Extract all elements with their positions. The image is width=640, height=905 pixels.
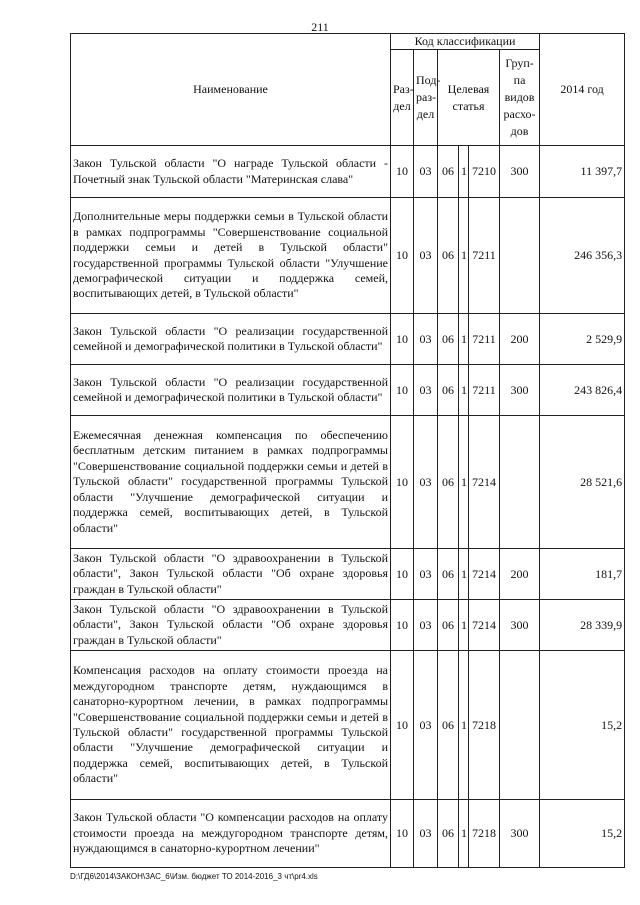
cell-cs1: 06 — [438, 651, 459, 800]
cell-podrazdel: 03 — [414, 600, 438, 651]
cell-cs3: 7214 — [469, 549, 500, 600]
cell-name: Компенсация расходов на оплату стоимости проезда на междугородном транспорте детям, нуждающимся в санаторно-курортном лечении, в рамках подпрограммы "Совершенствование социальной поддержки семьи и детей в Тульской области" государственной программы Тульской области "Улучшение демографической ситуации и поддержка семей, воспитывающих детей, в Тульской области" — [71, 651, 391, 800]
cell-vid-rashodov: 200 — [500, 314, 540, 365]
header-name: Наименование — [71, 34, 391, 146]
cell-podrazdel: 03 — [414, 198, 438, 314]
page-number: 211 — [311, 20, 329, 34]
cell-sum-2014: 28 521,6 — [540, 416, 625, 549]
table-row — [71, 800, 625, 868]
cell-podrazdel: 03 — [414, 314, 438, 365]
cell-vid-rashodov: 300 — [500, 800, 540, 868]
cell-cs2: 1 — [459, 800, 469, 868]
table-body — [71, 146, 625, 868]
header-razdel: Раз-дел — [391, 50, 414, 146]
cell-cs3: 7211 — [469, 198, 500, 314]
cell-cs3: 7214 — [469, 600, 500, 651]
budget-table — [70, 33, 625, 868]
cell-name: Дополнительные меры поддержки семьи в Тульской области в рамках подпрограммы "Совершенствование социальной поддержки семьи и детей в Тульской области" государственной программы Тульской области "Улучшение демографической ситуации и поддержка семей, воспитывающих детей, в Тульской области" — [71, 198, 391, 314]
cell-razdel: 10 — [391, 600, 414, 651]
table-header — [71, 34, 625, 146]
table-row — [71, 416, 625, 549]
cell-name: Закон Тульской области "О реализации государственной семейной и демографической политики в Тульской области" — [71, 314, 391, 365]
cell-cs1: 06 — [438, 416, 459, 549]
cell-cs1: 06 — [438, 146, 459, 198]
cell-cs3: 7218 — [469, 800, 500, 868]
cell-vid-rashodov: 300 — [500, 365, 540, 416]
cell-podrazdel: 03 — [414, 549, 438, 600]
cell-cs2: 1 — [459, 651, 469, 800]
cell-cs1: 06 — [438, 365, 459, 416]
cell-cs2: 1 — [459, 314, 469, 365]
cell-cs1: 06 — [438, 198, 459, 314]
cell-razdel: 10 — [391, 314, 414, 365]
cell-podrazdel: 03 — [414, 651, 438, 800]
cell-razdel: 10 — [391, 800, 414, 868]
cell-sum-2014: 181,7 — [540, 549, 625, 600]
table-row — [71, 549, 625, 600]
cell-podrazdel: 03 — [414, 365, 438, 416]
cell-sum-2014: 28 339,9 — [540, 600, 625, 651]
cell-razdel: 10 — [391, 416, 414, 549]
cell-name: Закон Тульской области "О реализации государственной семейной и демографической политики в Тульской области" — [71, 365, 391, 416]
cell-sum-2014: 15,2 — [540, 800, 625, 868]
cell-sum-2014: 2 529,9 — [540, 314, 625, 365]
cell-vid-rashodov: 300 — [500, 146, 540, 198]
cell-sum-2014: 243 826,4 — [540, 365, 625, 416]
cell-cs3: 7211 — [469, 314, 500, 365]
cell-name: Закон Тульской области "О здравоохранении в Тульской области", Закон Тульской области "Об охране здоровья граждан в Тульской области" — [71, 549, 391, 600]
cell-name: Закон Тульской области "О компенсации расходов на оплату стоимости проезда на междугородном транспорте детям, нуждающимся в санаторно-курортном лечении" — [71, 800, 391, 868]
cell-podrazdel: 03 — [414, 800, 438, 868]
header-podrazdel: Под-раз-дел — [414, 50, 438, 146]
table-row — [71, 600, 625, 651]
cell-cs1: 06 — [438, 600, 459, 651]
cell-cs2: 1 — [459, 198, 469, 314]
cell-cs2: 1 — [459, 549, 469, 600]
cell-cs3: 7218 — [469, 651, 500, 800]
cell-vid-rashodov: 200 — [500, 549, 540, 600]
footer-path: D:\ГД6\2014\ЗАКОН\ЗАС_6\Изм. бюджет ТО 2014-2016_3 чт\pr4.xls — [70, 872, 318, 881]
cell-name: Закон Тульской области "О здравоохранении в Тульской области", Закон Тульской области "Об охране здоровья граждан в Тульской области" — [71, 600, 391, 651]
cell-sum-2014: 11 397,7 — [540, 146, 625, 198]
cell-vid-rashodov: 300 — [500, 600, 540, 651]
table-row — [71, 198, 625, 314]
table-row — [71, 365, 625, 416]
cell-razdel: 10 — [391, 198, 414, 314]
cell-cs3: 7210 — [469, 146, 500, 198]
table-row — [71, 651, 625, 800]
cell-cs2: 1 — [459, 416, 469, 549]
cell-razdel: 10 — [391, 651, 414, 800]
cell-podrazdel: 03 — [414, 146, 438, 198]
cell-cs1: 06 — [438, 314, 459, 365]
cell-cs3: 7211 — [469, 365, 500, 416]
header-gruppa: Груп-па видов расхо-дов — [500, 50, 540, 146]
header-celevaya: Целевая статья — [438, 50, 500, 146]
cell-razdel: 10 — [391, 146, 414, 198]
cell-cs1: 06 — [438, 800, 459, 868]
table-row — [71, 146, 625, 198]
cell-name: Ежемесячная денежная компенсация по обеспечению бесплатным детским питанием в рамках подпрограммы "Совершенствование социальной поддержки семьи и детей в Тульской области" государственной программы Тульской области "Улучшение демографической ситуации и поддержка семей, воспитывающих детей, в Тульской области" — [71, 416, 391, 549]
cell-vid-rashodov — [500, 651, 540, 800]
cell-cs1: 06 — [438, 549, 459, 600]
cell-cs2: 1 — [459, 600, 469, 651]
cell-razdel: 10 — [391, 365, 414, 416]
cell-cs2: 1 — [459, 365, 469, 416]
cell-sum-2014: 15,2 — [540, 651, 625, 800]
cell-cs3: 7214 — [469, 416, 500, 549]
cell-cs2: 1 — [459, 146, 469, 198]
cell-razdel: 10 — [391, 549, 414, 600]
cell-vid-rashodov — [500, 198, 540, 314]
cell-name: Закон Тульской области "О награде Тульской области - Почетный знак Тульской области "Материнская слава" — [71, 146, 391, 198]
cell-podrazdel: 03 — [414, 416, 438, 549]
cell-vid-rashodov — [500, 416, 540, 549]
header-classification: Код классификации — [391, 34, 540, 50]
table-row — [71, 314, 625, 365]
cell-sum-2014: 246 356,3 — [540, 198, 625, 314]
header-year: 2014 год — [540, 34, 625, 146]
